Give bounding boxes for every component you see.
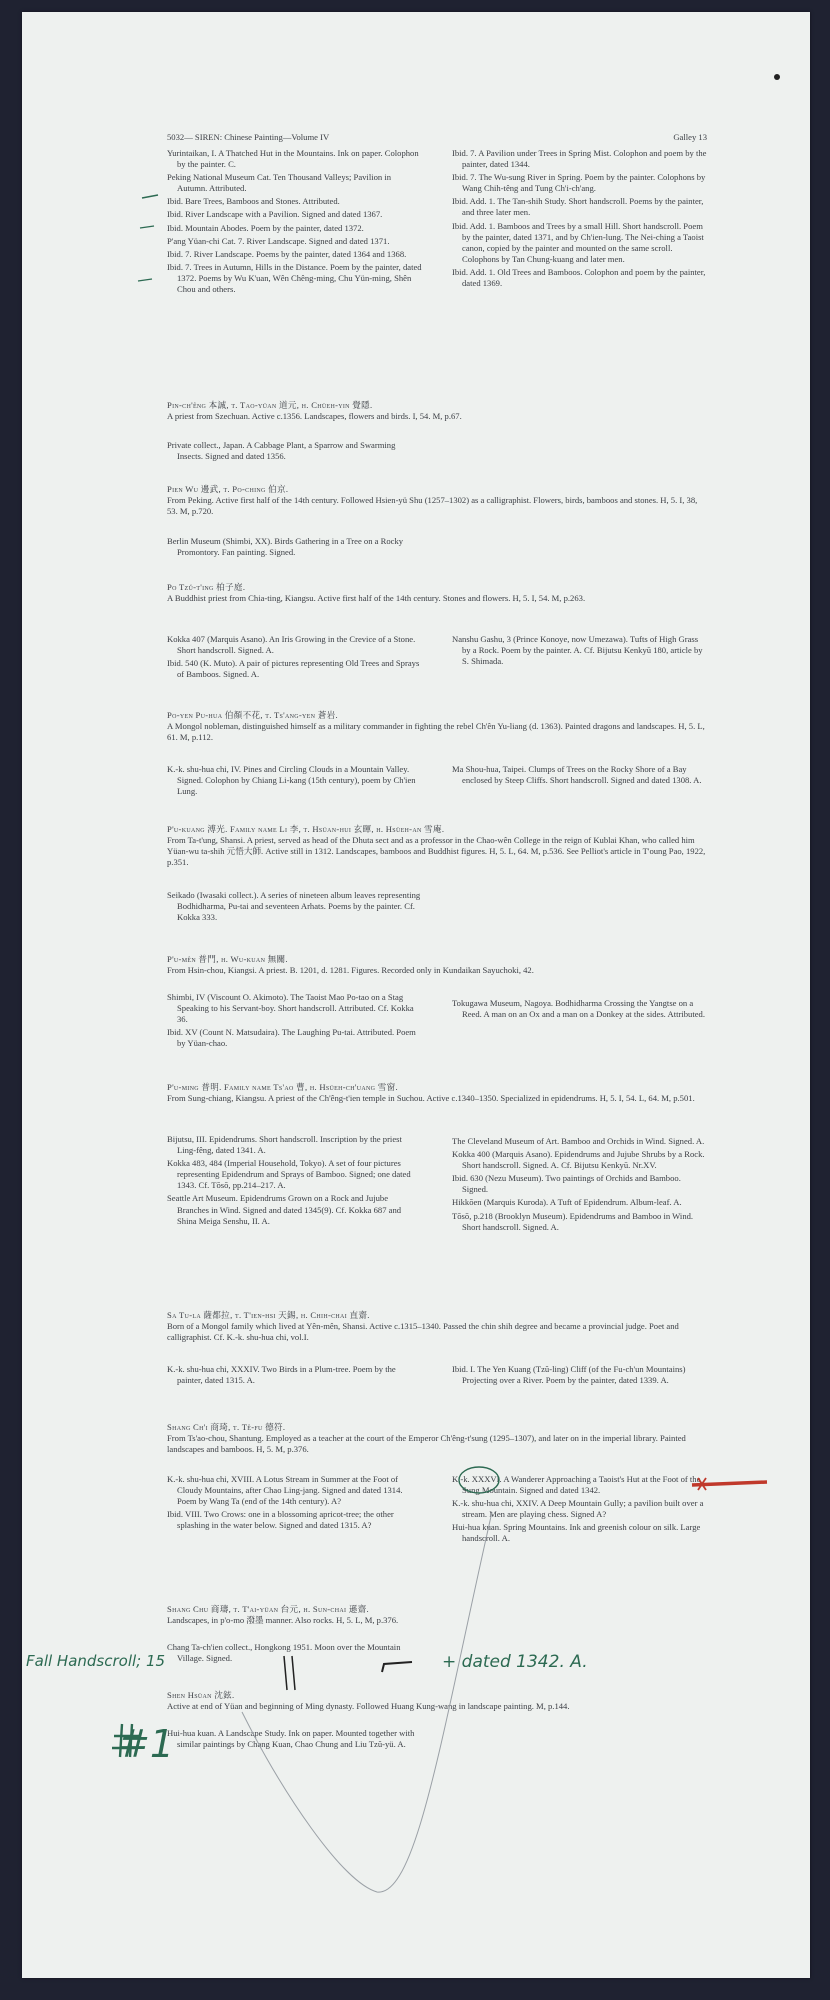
margin-tick-mark (138, 279, 152, 281)
entry-pin-cheng (167, 400, 707, 422)
list-item: Ibid. 7. River Landscape. Poems by the painter, dated 1364 and 1368. (167, 248, 407, 259)
list-item: K.-k. shu-hua chi, XVIII. A Lotus Stream in Summer at the Foot of Cloudy Mountains, after Chao Ling-jang. Signed and dated 1314. Poem by Wang Ta (end of the 14th century). A? (167, 1474, 403, 1507)
list-item: K.-k. shu-hua chi, XXIV. A Deep Mountain Gully; a pavilion built over a stream. Men are playing chess. Signed A? (452, 1498, 704, 1520)
entry-description: Active at end of Yüan and beginning of Ming dynasty. Followed Huang Kung-wang in landscape painting. M, p.144. (167, 1701, 570, 1712)
list-item: Private collect., Japan. A Cabbage Plant, a Sparrow and Swarming Insects. Signed and dated 1356. (167, 440, 396, 462)
list-item: Chang Ta-ch'ien collect., Hongkong 1951. Moon over the Mountain Village. Signed. (167, 1642, 401, 1664)
page-header (167, 132, 707, 144)
insert-note: + dated 1342. A. (442, 1652, 588, 1672)
intro-right-column (452, 148, 707, 291)
list-item: Ibid. River Landscape with a Pavilion. Signed and dated 1367. (167, 209, 383, 220)
list-item: Ibid. Bare Trees, Bamboos and Stones. Attributed. (167, 196, 340, 207)
list-item: Ibid. Add. 1. The Tan-shih Study. Short handscroll. Poems by the painter, and three later men. (452, 196, 704, 218)
entry-shang-chi (167, 1422, 707, 1455)
list-item: Seattle Art Museum. Epidendrums Grown on a Rock and Jujube Branches in Wind. Signed and dated 1345(9). Cf. Kokka 687 and Shina Meiga Senshu, II. A. (167, 1193, 402, 1226)
entry-description: A Buddhist priest from Chia-ting, Kiangsu. Active first half of the 14th century. Stones and flowers. H, 5. I, 54. M, p.263. (167, 593, 586, 604)
entry-pu-kuang (167, 824, 707, 868)
list-item: Ibid. Mountain Abodes. Poem by the painter, dated 1372. (167, 222, 364, 233)
list-item: Ibid. VIII. Two Crows: one in a blossoming apricot-tree; the other splashing in the water below. Signed and dated 1315. A? (167, 1509, 394, 1531)
entry-heading: P'u-kuang 溥光. Family name Li 李, t. Hsüan-hui 玄暉, h. Hsüeh-an 雪庵. (167, 824, 445, 834)
margin-note: Fall Handscroll; 15 (26, 1652, 166, 1670)
list-item: Ibid. XV (Count N. Matsudaira). The Laughing Pu-tai. Attributed. Poem by Yüan-chao. (167, 1027, 416, 1049)
entry-pu-men (167, 954, 707, 976)
entry-heading: Shang Chu 商璹, t. T'ai-yüan 台元, h. Sun-chai 遜齋. (167, 1604, 369, 1614)
entry-description: From Ta-t'ung, Shansi. A priest, served as head of the Dhuta sect and as a professor in the Chao-wên College in the reign of Kublai Khan, who called him Yüan-wu ta-shih 元悟大師. Active still in 1312. Landscapes, bamboos and Buddhist figures. H, 5. L, 64. M, p.536. See Pelliot's article in T'oung Pao, 1922, p.351. (167, 835, 706, 868)
list-item: Ma Shou-hua, Taipei. Clumps of Trees on the Rocky Shore of a Bay enclosed by Steep Cliffs. Short handscroll. Signed and dated 1308. A. (452, 764, 702, 786)
list-item: Hui-hua kuan. Spring Mountains. Ink and greenish colour on silk. Large handscroll. A. (452, 1522, 701, 1544)
entry-pu-men-works-left (167, 992, 422, 1051)
entry-shang-chu-works (167, 1642, 422, 1666)
entry-description: From Sung-chiang, Kiangsu. A priest of the Ch'êng-t'ien temple in Suchou. Active c.1340–1350. Specialized in epidendrums. H, 5. I, 54. L, 64. M, p.501. (167, 1093, 695, 1104)
list-item: Tōsō, p.218 (Brooklyn Museum). Epidendrums and Bamboo in Wind. Short handscroll. Signed. A. (452, 1210, 694, 1232)
list-item: K.-k. shu-hua chi, IV. Pines and Circling Clouds in a Mountain Valley. Signed. Colophon by Chiang Li-kang (15th century), poem by Ch'ien Lung. (167, 764, 416, 797)
entry-po-yen-pu-hua-works-left (167, 764, 422, 799)
list-item: Ibid. Add. 1. Old Trees and Bamboos. Colophon and poem by the painter, dated 1369. (452, 266, 706, 289)
list-item: Ibid. 7. Trees in Autumn, Hills in the Distance. Poem by the painter, dated 1372. Poems by Wu K'uan, Wên Chêng-ming, Chu Yün-ming, Shên Chou and others. (167, 261, 422, 295)
entry-pu-ming (167, 1082, 707, 1104)
entry-heading: Pien Wu 邊武, t. Po-ching 伯京. (167, 484, 289, 494)
list-item: Bijutsu, III. Epidendrums. Short handscroll. Inscription by the priest Ling-fêng, dated 1341. A. (167, 1134, 402, 1156)
ink-dot (774, 74, 780, 80)
entry-pu-kuang-works (167, 890, 422, 925)
entry-shang-chi-works-right (452, 1474, 707, 1547)
entry-heading: Sa Tu-la 薩都拉, t. T'ien-hsi 天錫, h. Chih-chai 直齋. (167, 1310, 370, 1320)
header-right: Galley 13 (673, 132, 707, 142)
list-item: Ibid. 630 (Nezu Museum). Two paintings of Orchids and Bamboo. Signed. (452, 1173, 681, 1195)
entry-shen-hsuan-works (167, 1728, 422, 1752)
list-item: Hikkōen (Marquis Kuroda). A Tuft of Epidendrum. Album-leaf. A. (452, 1197, 682, 1208)
list-item: Ibid. I. The Yen Kuang (Tzŭ-ling) Cliff (of the Fu-ch'un Mountains) Projecting over a River. Poem by the painter, dated 1339. A. (452, 1364, 686, 1386)
entry-shang-chu (167, 1604, 707, 1626)
entry-description: A Mongol nobleman, distinguished himself as a military commander in fighting the rebel Ch'ên Yu-liang (d. 1363). Painted dragons and landscapes. H, 5. L, 61. M, p.112. (167, 721, 705, 743)
list-item: K.-k. XXXVI. A Wanderer Approaching a Taoist's Hut at the Foot of the Sung Mountain. Signed and dated 1342. (452, 1474, 701, 1496)
list-item: Ibid. 7. The Wu-sung River in Spring. Poem by the painter. Colophons by Wang Chih-têng and Tung Ch'i-ch'ang. (452, 172, 706, 194)
list-item: Yurintaikan, I. A Thatched Hut in the Mountains. Ink on paper. Colophon by the painter. C. (167, 148, 419, 170)
entry-pien-wu (167, 484, 707, 517)
list-item: Kokka 483, 484 (Imperial Household, Tokyo). A set of four pictures representing Epidendrum and Sprays of Bamboo. Signed; one dated 1343. Cf. Tōsō, pp.214–217. A. (167, 1158, 411, 1191)
list-item: P'ang Yüan-chi Cat. 7. River Landscape. Signed and dated 1371. (167, 235, 390, 246)
entry-pien-wu-works (167, 536, 422, 560)
list-item: Ibid. Add. 1. Bamboos and Trees by a small Hill. Short handscroll. Poem by the painter, dated 1371, and by Ch'ien-lung. The Nei-ching a Taoist canon, copied by the painter and mounted on the same scroll. Colophons by Tan Chung-kuang and later men. (452, 220, 704, 264)
entry-heading: Pin-ch'êng 本誠, t. Tao-yüan 道元, h. Chüeh-yin 覺隱. (167, 400, 373, 410)
header-left: 5032— SIREN: Chinese Painting—Volume IV (167, 132, 330, 142)
list-item: Tokugawa Museum, Nagoya. Bodhidharma Crossing the Yangtse on a Reed. A man on an Ox and a man on a Donkey at the sides. Attributed. (452, 998, 705, 1020)
entry-po-yen-pu-hua-works-right (452, 764, 707, 788)
entry-sa-tu-la (167, 1310, 707, 1343)
entry-heading: P'u-mên 普門, h. Wu-kuan 無關. (167, 954, 288, 964)
entry-sa-tu-la-works-right (452, 1364, 707, 1388)
entry-po-yen-pu-hua (167, 710, 707, 743)
entry-pu-men-works-right (452, 998, 707, 1022)
margin-tick-mark (140, 226, 154, 228)
entry-description: Born of a Mongol family which lived at Yên-mên, Shansi. Active c.1315–1340. Passed the chin shih degree and became a provincial judge. Poet and calligraphist. Cf. K.-k. shu-hua chi, vol.I. (167, 1321, 679, 1343)
entry-heading: P'u-ming 普明. Family name Ts'ao 曹, h. Hsüeh-ch'uang 雪窗. (167, 1082, 398, 1092)
list-item: Seikado (Iwasaki collect.). A series of nineteen album leaves representing Bodhidharma, Pu-tai and seventeen Arhats. Poems by the painter. Cf. Kokka 333. (167, 890, 421, 923)
list-item: Peking National Museum Cat. Ten Thousand Valleys; Pavilion in Autumn. Attributed. (167, 172, 392, 194)
list-item: Berlin Museum (Shimbi, XX). Birds Gathering in a Tree on a Rocky Promontory. Fan painting. Signed. (167, 536, 404, 558)
entry-pu-ming-works-left (167, 1134, 422, 1229)
list-item: Kokka 400 (Marquis Asano). Epidendrums and Jujube Shrubs by a Rock. Short handscroll. Signed. A. Cf. Bijutsu Kenkyū. Nr.XV. (452, 1149, 705, 1171)
entry-po-tzu-ting-works-left (167, 634, 422, 682)
list-item: Ibid. 7. A Pavilion under Trees in Spring Mist. Colophon and poem by the painter, dated 1344. (452, 148, 707, 170)
entry-heading: Po-yen Pu-hua 伯顏不花, t. Ts'ang-yen 蒼岩. (167, 710, 338, 720)
entry-description: From Hsin-chou, Kiangsi. A priest. B. 1201, d. 1281. Figures. Recorded only in Kundaikan Sayuchoki, 42. (167, 965, 534, 976)
entry-description: From Ts'ao-chou, Shantung. Employed as a teacher at the court of the Emperor Ch'êng-t'sung (1295–1307), and later on in the imperial library. Painted landscapes and bamboos. H, 5. M, p.376. (167, 1433, 686, 1455)
entry-po-tzu-ting-works-right (452, 634, 707, 669)
entry-heading: Shang Ch'i 商琦, t. Tê-fu 德符. (167, 1422, 286, 1432)
entry-description: From Peking. Active first half of the 14th century. Followed Hsien-yü Shu (1257–1302) as a calligraphist. Flowers, birds, bamboos and stones. H, 5. I, 38, 53. M, p.720. (167, 495, 698, 517)
margin-tick-mark (142, 195, 158, 198)
entry-heading: Po Tzŭ-t'ing 柏子庭. (167, 582, 246, 592)
intro-left-column (167, 148, 422, 297)
entry-description: Landscapes, in p'o-mo 潑墨 manner. Also rocks. H, 5. L, M, p.376. (167, 1615, 399, 1626)
entry-shen-hsuan (167, 1690, 707, 1712)
list-item: The Cleveland Museum of Art. Bamboo and Orchids in Wind. Signed. A. (452, 1136, 705, 1146)
entry-sa-tu-la-works-left (167, 1364, 422, 1388)
galley-sheet (22, 12, 810, 1978)
entry-heading: Shen Hsüan 沈鉉. (167, 1690, 235, 1700)
list-item: Hui-hua kuan. A Landscape Study. Ink on paper. Mounted together with similar paintings by Chang Kuan, Chao Chung and Liu Tzŭ-yü. A. (167, 1728, 415, 1750)
number-note: #1 (118, 1722, 175, 1766)
list-item: Nanshu Gashu, 3 (Prince Konoye, now Umezawa). Tufts of High Grass by a Rock. Poem by the painter. A. Cf. Bijutsu Kenkyū 180, article by S. Shimada. (452, 634, 703, 667)
entry-po-tzu-ting (167, 582, 707, 604)
entry-pin-cheng-works (167, 440, 422, 464)
entry-description: A priest from Szechuan. Active c.1356. Landscapes, flowers and birds. I, 54. M, p.67. (167, 411, 462, 422)
entry-shang-chi-works-left (167, 1474, 422, 1533)
entry-pu-ming-works-right (452, 1136, 707, 1235)
list-item: Kokka 407 (Marquis Asano). An Iris Growing in the Crevice of a Stone. Short handscroll. Signed. A. (167, 634, 416, 656)
list-item: Ibid. 540 (K. Muto). A pair of pictures representing Old Trees and Sprays of Bamboos. Signed. A. (167, 658, 420, 680)
list-item: K.-k. shu-hua chi, XXXIV. Two Birds in a Plum-tree. Poem by the painter, dated 1315. A. (167, 1364, 396, 1386)
list-item: Shimbi, IV (Viscount O. Akimoto). The Taoist Mao Po-tao on a Stag Speaking to his Servant-boy. Short handscroll. Attributed. Cf. Kokka 36. (167, 992, 414, 1025)
